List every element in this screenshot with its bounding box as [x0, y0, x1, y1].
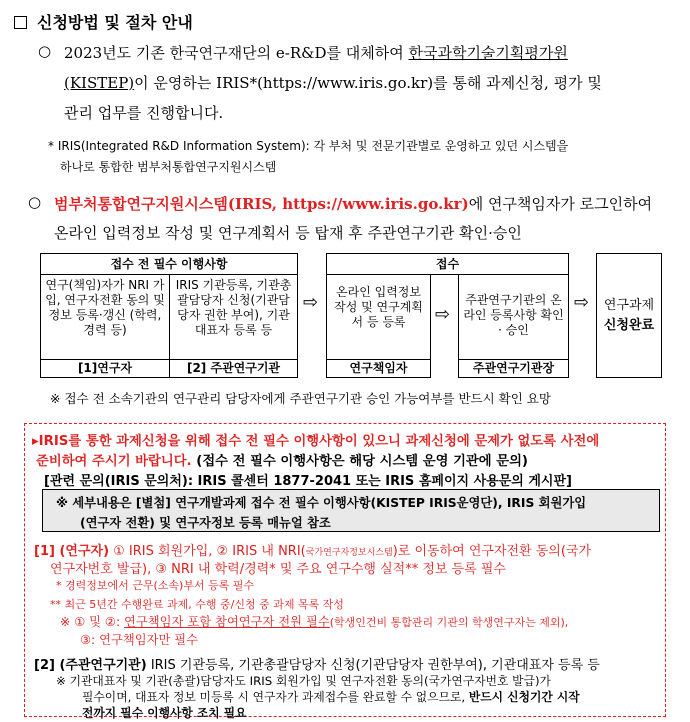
researcher-note2: ** 최근 5년간 수행완료 과제, 수행 중/신청 중 과제 목록 작성 — [50, 598, 344, 611]
bullet2-line1: 범부처통합연구지원시스템(IRIS, https://www.iris.go.kr)에 연구책임자가 로그인하여 — [54, 195, 653, 213]
bullet-circle-icon: ○ — [38, 42, 52, 60]
box3-online-input: 온라인 입력정보 작성 및 연구계획서 등 등록 — [326, 274, 431, 360]
pre-header: 접수 전 필수 이행사항 — [40, 253, 298, 275]
institution-section-line1: [2] (주관연구기관) IRIS 기관등록, 기관총괄담당자 신청(기관담당자 권한부여), 기관대표자 등록 등 — [34, 658, 600, 673]
box5-line2: 신청완료 — [603, 318, 655, 333]
arrow-right-icon: ⇨ — [303, 292, 319, 313]
notice-line1: ▸IRIS를 통한 과제신청을 위해 접수 전 필수 이행사항이 있으니 과제신청에 문제가 없도록 사전에 — [32, 434, 600, 449]
box2-institution: IRIS 기관등록, 기관총괄담당자 신청(기관담당자 권한 부여), 기관대표자 등록 등 — [169, 274, 298, 360]
footnote-line2: 하나로 통합한 범부처통합연구지원시스템 — [60, 160, 277, 174]
footnote-line1: * IRIS(Integrated R&D Information System): 각 부처 및 전문기관별로 운영하고 있던 시스템을 — [48, 139, 569, 153]
flow-note: ※ 접수 전 소속기관의 연구관리 담당자에게 주관연구기관 승인 가능여부를 반드시 확인 요망 — [50, 391, 551, 406]
box2-label: [2] 주관연구기관 — [169, 359, 298, 378]
box5-complete — [596, 253, 662, 378]
manual-ref-line1: ※ 세부내용은 [별첨] 연구개발과제 접수 전 필수 이행사항(KISTEP IRIS운영단), IRIS 회원가입 — [56, 496, 587, 510]
checkbox-square-icon — [14, 16, 27, 29]
manual-ref-line2: (연구자 전환) 및 연구자정보 등록 매뉴얼 참조 — [80, 516, 331, 530]
institution-note2: 필수이며, 대표자 정보 미등록 시 연구자가 과제접수를 완료할 수 없으므로, 반드시 신청기간 시작 — [82, 690, 580, 704]
section-title: 신청방법 및 절차 안내 — [14, 10, 193, 33]
bullet1-line3: 관리 업무를 진행합니다. — [64, 104, 224, 122]
bullet2-line2: 온라인 입력정보 작성 및 연구계획서 등 탑재 후 주관연구기관 확인·승인 — [54, 224, 522, 242]
bullet1-line1: 2023년도 기존 한국연구재단의 e-R&D를 대체하여 한국과학기술기획평가원 — [64, 44, 568, 62]
researcher-section-line1: [1] (연구자) ① IRIS 회원가입, ② IRIS 내 NRI(국가연구자정보시스템)로 이동하여 연구자전환 동의(국가 — [34, 544, 592, 559]
box1-label: [1]연구자 — [40, 359, 170, 378]
notice-inquiry: [관련 문의(IRIS 문의처): IRIS 콜센터 1877-2041 또는 IRIS 홈페이지 사용문의 게시판] — [44, 474, 572, 489]
box3-label: 연구책임자 — [326, 359, 431, 378]
researcher-note1: * 경력정보에서 근무(소속)부서 등록 필수 — [56, 579, 255, 592]
researcher-note4: ③: 연구책임자만 필수 — [80, 633, 199, 647]
arrow-right-icon: ⇨ — [435, 304, 451, 325]
institution-note1: ※ 기관대표자 및 기관(총괄)담당자도 IRIS 회원가입 및 연구자전환 동의(국가연구자번호 발급)가 — [56, 674, 551, 688]
box4-institution-approval: 주관연구기관의 온라인 등록사항 확인 · 승인 — [458, 274, 569, 360]
bullet1-line2: (KISTEP)이 운영하는 IRIS*(https://www.iris.go.kr)를 통해 과제신청, 평가 및 — [64, 74, 602, 92]
researcher-note3: ※ ① 및 ②: 연구책임자 포함 참여연구자 전원 필수(학생인건비 통합관리 기관의 학생연구자는 제외), — [60, 615, 569, 629]
researcher-section-line2: 연구자번호 발급), ③ NRI 내 학력/경력* 및 주요 연구수행 실적** 정보 등록 필수 — [50, 562, 506, 577]
box5-line1: 연구과제 — [603, 298, 655, 313]
notice-line2: 준비하여 주시기 바랍니다. (접수 전 필수 이행사항은 해당 시스템 운영 기관에 문의) — [36, 454, 529, 469]
box1-researcher: 연구(책임)자가 NRI 가입, 연구자전환 동의 및 정보 등록·갱신 (학력, 경력 등) — [40, 274, 170, 360]
receive-header: 접수 — [326, 253, 569, 275]
box4-label: 주관연구기관장 — [458, 359, 569, 378]
institution-note3: 전까지 필수 이행사항 조치 필요 — [82, 706, 247, 720]
arrow-right-icon: ⇨ — [574, 292, 590, 313]
bullet-circle-icon: ○ — [28, 193, 42, 211]
